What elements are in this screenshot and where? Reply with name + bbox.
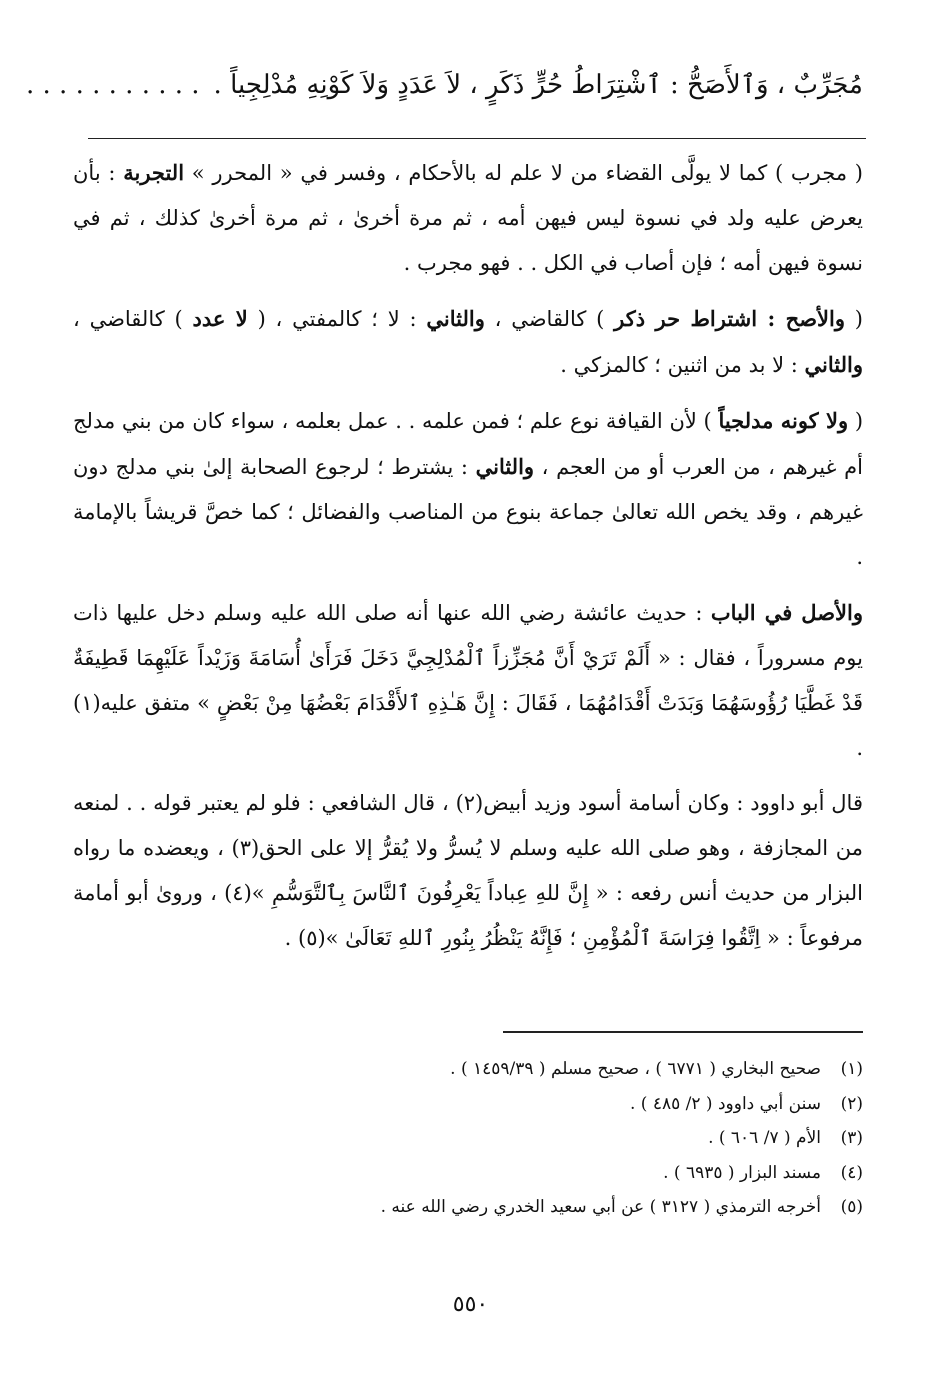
footnote-item (73, 1121, 863, 1156)
bold-term: والثاني (804, 352, 863, 377)
footnote-item (73, 1190, 863, 1225)
bold-term: لا عدد (192, 306, 248, 331)
text-span: ( (845, 307, 863, 331)
commentary-paragraph-1 (73, 150, 863, 286)
footnote-divider (503, 1031, 863, 1033)
bold-term: التجربة (123, 160, 185, 185)
footnote-text: صحيح البخاري ( ٦٧٧١ ) ، صحيح مسلم ( ١٤٥٩/٣٩ ) . (450, 1059, 821, 1079)
main-text-line (25, 62, 863, 108)
footnote-number: (٥) (840, 1197, 863, 1217)
bold-term: ولا كونه مدلجياً (718, 408, 849, 433)
text-span: : لا بد من اثنين ؛ كالمزكي . (560, 353, 805, 377)
text-span: ( (848, 409, 864, 433)
text-span: قال أبو داوود : وكان أسامة أسود وزيد أبيض(٢) ، قال الشافعي : فلو لم يعتبر قوله . . لمنعه من المجازفة ، وهو صلى الله عليه وسلم لا يُسرُّ ولا يُقرُّ إلا على الحق(٣) ، ويعضده ما رواه البزار من حديث أنس رفعه : « إِنَّ للهِ عِباداً يَعْرِفُونَ ٱلنَّاسَ بِٱلتَّوَسُّمِ »(٤) ، وروىٰ أبو أمامة مرفوعاً : « اِتَّقُوا فِرَاسَةَ ٱلْمُؤْمِنِ ؛ فَإِنَّهُ يَنْظُرُ بِنُورِ ٱللهِ تَعَالَىٰ »(٥) . (73, 791, 863, 950)
main-text: مُجَرِّبٌ ، وَٱلأَصَحُّ : ٱشْتِرَاطُ حُرٍّ ذَكَرٍ ، لاَ عَدَدٍ وَلاَ كَوْنِهِ مُدْلِجِياً . (213, 70, 863, 100)
trailing-dots: . . . . . . . . . . . (25, 70, 200, 100)
bold-term: والثاني (475, 454, 535, 479)
header-divider (88, 138, 866, 139)
text-span: ) لأن القيافة نوع علم ؛ فمن علمه . . عمل بعلمه ، سواء كان من بني مدلج أم غيرهم ، من العرب أو من العجم ، (73, 409, 863, 479)
footnotes (73, 1052, 863, 1225)
bold-term: والأصل في الباب (710, 600, 863, 625)
footnote-number: (٢) (840, 1093, 863, 1114)
commentary-paragraph-3 (73, 398, 863, 580)
footnote-number: (٣) (840, 1128, 863, 1148)
commentary-paragraph-4 (73, 590, 863, 771)
commentary-paragraph-5 (73, 781, 863, 961)
footnote-text: سنن أبي داوود ( ٢/ ٤٨٥ ) . (629, 1093, 821, 1114)
footnote-text: الأم ( ٧/ ٦٠٦ ) . (708, 1128, 821, 1148)
page-number: ٥٥٠ (452, 1292, 489, 1317)
text-span: ) كالقاضي ، (73, 307, 193, 331)
bold-term: والأصح : اشتراط حر ذكر (614, 306, 846, 331)
text-span: ( مجرب ) كما لا يولَّى القضاء من لا علم له بالأحكام ، وفسر في « المحرر » (184, 161, 863, 185)
commentary-paragraph-2 (73, 296, 863, 388)
footnote-item (73, 1087, 863, 1122)
text-span: : يشترط ؛ لرجوع الصحابة إلىٰ بني مدلج دون غيرهم ، وقد يخص الله تعالىٰ جماعة بنوع من المناصب والفضائل ؛ كما خصَّ قريشاً بالإمامة . (73, 455, 863, 569)
commentary (73, 150, 863, 971)
text-span: : حديث عائشة رضي الله عنها أنه صلى الله عليه وسلم دخل عليها ذات يوم مسروراً ، فقال : « أَلَمْ تَرَيْ أَنَّ مُجَزِّزاً ٱلْمُدْلِجِيَّ دَخَلَ فَرَأَىٰ أُسَامَةَ وَزَيْداً عَلَيْهِمَا قَطِيفَةٌ قَدْ غَطَّيَا رُؤُوسَهُمَا وَبَدَتْ أَقْدَامُهُمَا ، فَقَالَ : إِنَّ هَـٰذِهِ ٱلأَقْدَامَ بَعْضُهَا مِنْ بَعْضٍ » متفق عليه(١) . (73, 601, 863, 760)
footnote-number: (١) (840, 1059, 863, 1079)
footnote-text: أخرجه الترمذي ( ٣١٢٧ ) عن أبي سعيد الخدري رضي الله عنه . (380, 1197, 821, 1217)
text-span: : لا ؛ كالمفتي ، ( (247, 307, 427, 331)
footnote-text: مسند البزار ( ٦٩٣٥ ) . (663, 1162, 821, 1183)
text-span: : بأن يعرض عليه ولد في نسوة ليس فيهن أمه ، ثم مرة أخرىٰ ، ثم مرة أخرىٰ كذلك ، ثم في نسوة فيهن أمه ؛ فإن أصاب في الكل . . فهو مجرب . (73, 161, 863, 275)
footnote-number: (٤) (840, 1162, 863, 1183)
footnote-item (73, 1052, 863, 1087)
bold-term: والثاني (426, 306, 485, 331)
footnote-item (73, 1156, 863, 1191)
text-span: ) كالقاضي ، (484, 307, 615, 331)
